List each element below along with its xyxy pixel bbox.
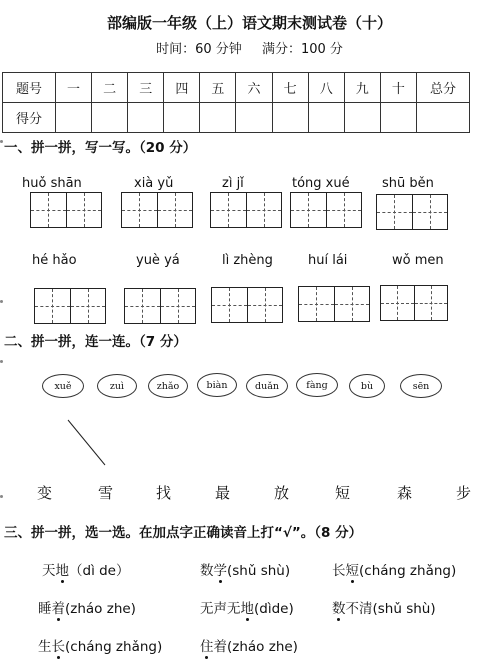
score-table-cell: 二 [92, 73, 128, 103]
score-input-cell[interactable] [380, 103, 416, 133]
section3-heading: 三、拼一拼，选一选。在加点字正确读音上打“√”。（8 分） [4, 525, 363, 541]
pinyin-options: (dìde) [254, 601, 294, 617]
hanzi-option[interactable]: 变 [37, 484, 53, 502]
writing-grid[interactable] [121, 192, 193, 228]
hanzi-option[interactable]: 短 [335, 484, 351, 502]
score-table-score-row [3, 103, 470, 133]
dotted-char: 学 [214, 559, 228, 579]
pinyin-options: (cháng zhǎng) [359, 563, 457, 579]
item-text: 无声无 [200, 601, 241, 617]
score-table-cell: 五 [200, 73, 236, 103]
pinyin-label: lì zhèng [222, 253, 273, 268]
margin-mark [0, 300, 3, 303]
dotted-char: 数 [332, 597, 346, 617]
exam-subtitle [0, 38, 499, 57]
dotted-char: 着 [52, 597, 66, 617]
score-input-cell[interactable] [92, 103, 128, 133]
pinyin-label: xià yǔ [134, 176, 174, 191]
reading-choice-item[interactable] [200, 559, 290, 579]
hanzi-option[interactable]: 最 [215, 484, 231, 502]
pinyin-oval[interactable]: bù [349, 374, 385, 398]
pinyin-options: （dì de） [69, 563, 130, 579]
writing-grid[interactable] [210, 192, 282, 228]
score-table-cell: 十 [380, 73, 416, 103]
hanzi-option[interactable]: 找 [156, 484, 172, 502]
pinyin-options: (shǔ shù) [227, 563, 291, 579]
score-input-cell[interactable] [272, 103, 308, 133]
dotted-char: 短 [346, 559, 360, 579]
writing-grid[interactable] [376, 194, 448, 230]
pinyin-label: zì jǐ [222, 176, 244, 191]
score-table-cell: 三 [128, 73, 164, 103]
reading-choice-item[interactable] [200, 635, 298, 655]
reading-choice-item[interactable] [38, 635, 162, 655]
item-text: 睡 [38, 601, 52, 617]
score-input-cell[interactable] [200, 103, 236, 133]
score-table-cell: 一 [56, 73, 92, 103]
margin-mark [0, 360, 3, 363]
score-table-cell: 四 [164, 73, 200, 103]
full-score: 满分：100 分 [261, 42, 343, 57]
pinyin-label: shū běn [382, 176, 434, 191]
time-limit: 时间：60 分钟 [156, 42, 242, 57]
score-table-cell: 八 [308, 73, 344, 103]
writing-grid[interactable] [290, 192, 362, 228]
pinyin-options: 不清(shǔ shù) [345, 601, 436, 617]
pinyin-label: yuè yá [136, 253, 180, 268]
reading-choice-item[interactable] [42, 559, 130, 579]
hanzi-option[interactable]: 步 [456, 484, 472, 502]
section2-heading: 二、拼一拼，连一连。（7 分） [4, 334, 187, 350]
reading-choice-item[interactable] [200, 597, 294, 617]
score-table-cell: 六 [236, 73, 272, 103]
item-text: 长 [332, 563, 346, 579]
dotted-char: 长 [52, 635, 66, 655]
pinyin-oval[interactable]: xuě [42, 374, 84, 398]
writing-grid[interactable] [30, 192, 102, 228]
score-table-cell: 总分 [417, 73, 470, 103]
score-row-label: 得分 [3, 103, 56, 133]
writing-grid[interactable] [380, 285, 448, 321]
item-text: 天 [42, 563, 56, 579]
section1-heading: 一、拼一拼，写一写。（20 分） [4, 140, 197, 156]
margin-mark [0, 495, 3, 498]
score-table [2, 72, 470, 133]
pinyin-options: 着(zháo zhe) [213, 639, 298, 655]
pinyin-label: hé hǎo [32, 253, 77, 268]
writing-grid[interactable] [298, 286, 370, 322]
item-text: 数 [200, 563, 214, 579]
pinyin-oval[interactable]: fàng [296, 373, 338, 397]
pinyin-options: (cháng zhǎng) [65, 639, 163, 655]
reading-choice-item[interactable] [38, 597, 136, 617]
pinyin-oval[interactable]: duǎn [246, 374, 288, 398]
hanzi-option[interactable]: 雪 [98, 484, 114, 502]
reading-choice-item[interactable] [332, 559, 456, 579]
hanzi-option[interactable]: 森 [397, 484, 413, 502]
score-table-cell: 题号 [3, 73, 56, 103]
dotted-char: 地 [241, 597, 255, 617]
pinyin-options: (zháo zhe) [65, 601, 136, 617]
pinyin-label: huǒ shān [22, 176, 82, 191]
pinyin-label: tóng xué [292, 176, 350, 191]
pinyin-label: wǒ men [392, 253, 444, 268]
hanzi-option[interactable]: 放 [274, 484, 290, 502]
writing-grid[interactable] [124, 288, 196, 324]
exam-title: 部编版一年级（上）语文期末测试卷（十） [106, 14, 392, 32]
item-text: 生 [38, 639, 52, 655]
connecting-line [60, 410, 120, 470]
score-input-cell[interactable] [344, 103, 380, 133]
dotted-char: 住 [200, 635, 214, 655]
reading-choice-item[interactable] [332, 597, 436, 617]
score-table-cell: 七 [272, 73, 308, 103]
pinyin-label: huí lái [308, 253, 348, 268]
dotted-char: 地 [56, 559, 70, 579]
score-input-cell[interactable] [236, 103, 272, 133]
score-input-cell[interactable] [128, 103, 164, 133]
score-table-cell: 九 [344, 73, 380, 103]
score-table-header-row [3, 73, 470, 103]
writing-grid[interactable] [211, 287, 283, 323]
margin-mark [0, 140, 3, 143]
pinyin-oval[interactable]: zuì [97, 374, 137, 398]
score-input-cell[interactable] [164, 103, 200, 133]
pinyin-oval[interactable]: sēn [400, 374, 442, 398]
score-input-cell[interactable] [417, 103, 470, 133]
pinyin-oval[interactable]: biàn [197, 373, 237, 397]
writing-grid[interactable] [34, 288, 106, 324]
score-input-cell[interactable] [308, 103, 344, 133]
pinyin-oval[interactable]: zhǎo [148, 374, 188, 398]
score-input-cell[interactable] [56, 103, 92, 133]
